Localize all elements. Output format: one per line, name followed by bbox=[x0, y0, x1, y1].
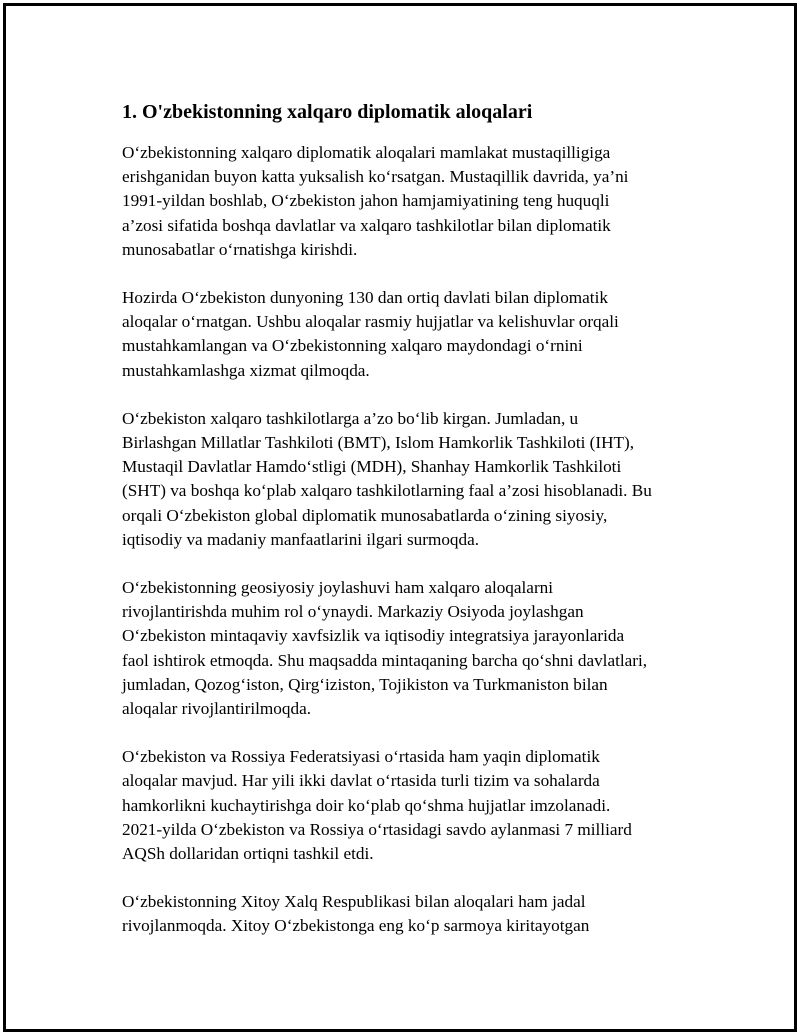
text-line: Birlashgan Millatlar Tashkiloti (BMT), Islom Hamkorlik Tashkiloti (IHT), bbox=[122, 433, 635, 453]
document-body bbox=[122, 97, 712, 963]
text-line: 2021-yilda O‘zbekiston va Rossiya o‘rtasidagi savdo aylanmasi 7 milliard bbox=[122, 819, 632, 839]
text-line: O‘zbekiston mintaqaviy xavfsizlik va iqtisodiy integratsiya jarayonlarida bbox=[122, 626, 625, 646]
text-line: aloqalar mavjud. Har yili ikki davlat o‘rtasida turli tizim va sohalarda bbox=[122, 771, 600, 791]
text-line: O‘zbekistonning Xitoy Xalq Respublikasi bilan aloqalari ham jadal bbox=[122, 892, 586, 912]
text-line: O‘zbekistonning geosiyosiy joylashuvi ham xalqaro aloqalarni bbox=[122, 578, 554, 598]
paragraph-2 bbox=[122, 286, 712, 383]
paragraph-1 bbox=[122, 141, 712, 262]
text-line: (SHT) va boshqa ko‘plab xalqaro tashkilotlarning faal a’zosi hisoblanadi. Bu bbox=[122, 481, 652, 501]
paragraph-3 bbox=[122, 407, 712, 552]
paragraph-6 bbox=[122, 890, 712, 938]
text-line: mustahkamlangan va O‘zbekistonning xalqaro maydondagi o‘rnini bbox=[122, 336, 583, 356]
text-line: 1991-yildan boshlab, O‘zbekiston jahon hamjamiyatining teng huquqli bbox=[122, 191, 610, 211]
text-line: a’zosi sifatida boshqa davlatlar va xalqaro tashkilotlar bilan diplomatik bbox=[122, 215, 611, 235]
text-line: Mustaqil Davlatlar Hamdo‘stligi (MDH), Shanhay Hamkorlik Tashkiloti bbox=[122, 457, 622, 477]
page-frame bbox=[3, 3, 797, 1032]
text-line: rivojlanmoqda. Xitoy O‘zbekistonga eng ko‘p sarmoya kiritayotgan bbox=[122, 916, 590, 936]
text-line: iqtisodiy va madaniy manfaatlarini ilgari surmoqda. bbox=[122, 529, 480, 549]
text-line: aloqalar o‘rnatgan. Ushbu aloqalar rasmiy hujjatlar va kelishuvlar orqali bbox=[122, 312, 619, 332]
text-line: jumladan, Qozog‘iston, Qirg‘iziston, Tojikiston va Turkmaniston bilan bbox=[122, 674, 608, 694]
text-line: O‘zbekiston va Rossiya Federatsiyasi o‘rtasida ham yaqin diplomatik bbox=[122, 747, 600, 767]
text-line: AQSh dollaridan ortiqni tashkil etdi. bbox=[122, 844, 374, 864]
text-line: erishganidan buyon katta yuksalish ko‘rsatgan. Mustaqillik davrida, ya’ni bbox=[122, 167, 629, 187]
text-line: rivojlantirishda muhim rol o‘ynaydi. Markaziy Osiyoda joylashgan bbox=[122, 602, 584, 622]
text-line: faol ishtirok etmoqda. Shu maqsadda mintaqaning barcha qo‘shni davlatlari, bbox=[122, 650, 648, 670]
text-line: munosabatlar o‘rnatishga kirishdi. bbox=[122, 239, 358, 259]
text-line: Hozirda O‘zbekiston dunyoning 130 dan ortiq davlati bilan diplomatik bbox=[122, 288, 608, 308]
text-line: orqali O‘zbekiston global diplomatik munosabatlarda o‘zining siyosiy, bbox=[122, 505, 608, 525]
document-title: 1. O'zbekistonning xalqaro diplomatik aloqalari bbox=[122, 101, 533, 123]
text-line: O‘zbekiston xalqaro tashkilotlarga a’zo bo‘lib kirgan. Jumladan, u bbox=[122, 408, 579, 428]
text-line: hamkorlikni kuchaytirishga doir ko‘plab qo‘shma hujjatlar imzolanadi. bbox=[122, 795, 611, 815]
paragraph-4 bbox=[122, 576, 712, 721]
paragraph-5 bbox=[122, 745, 712, 866]
text-line: O‘zbekistonning xalqaro diplomatik aloqalari mamlakat mustaqilligiga bbox=[122, 143, 611, 162]
text-line: mustahkamlashga xizmat qilmoqda. bbox=[122, 360, 370, 380]
text-line: aloqalar rivojlantirilmoqda. bbox=[122, 699, 312, 719]
